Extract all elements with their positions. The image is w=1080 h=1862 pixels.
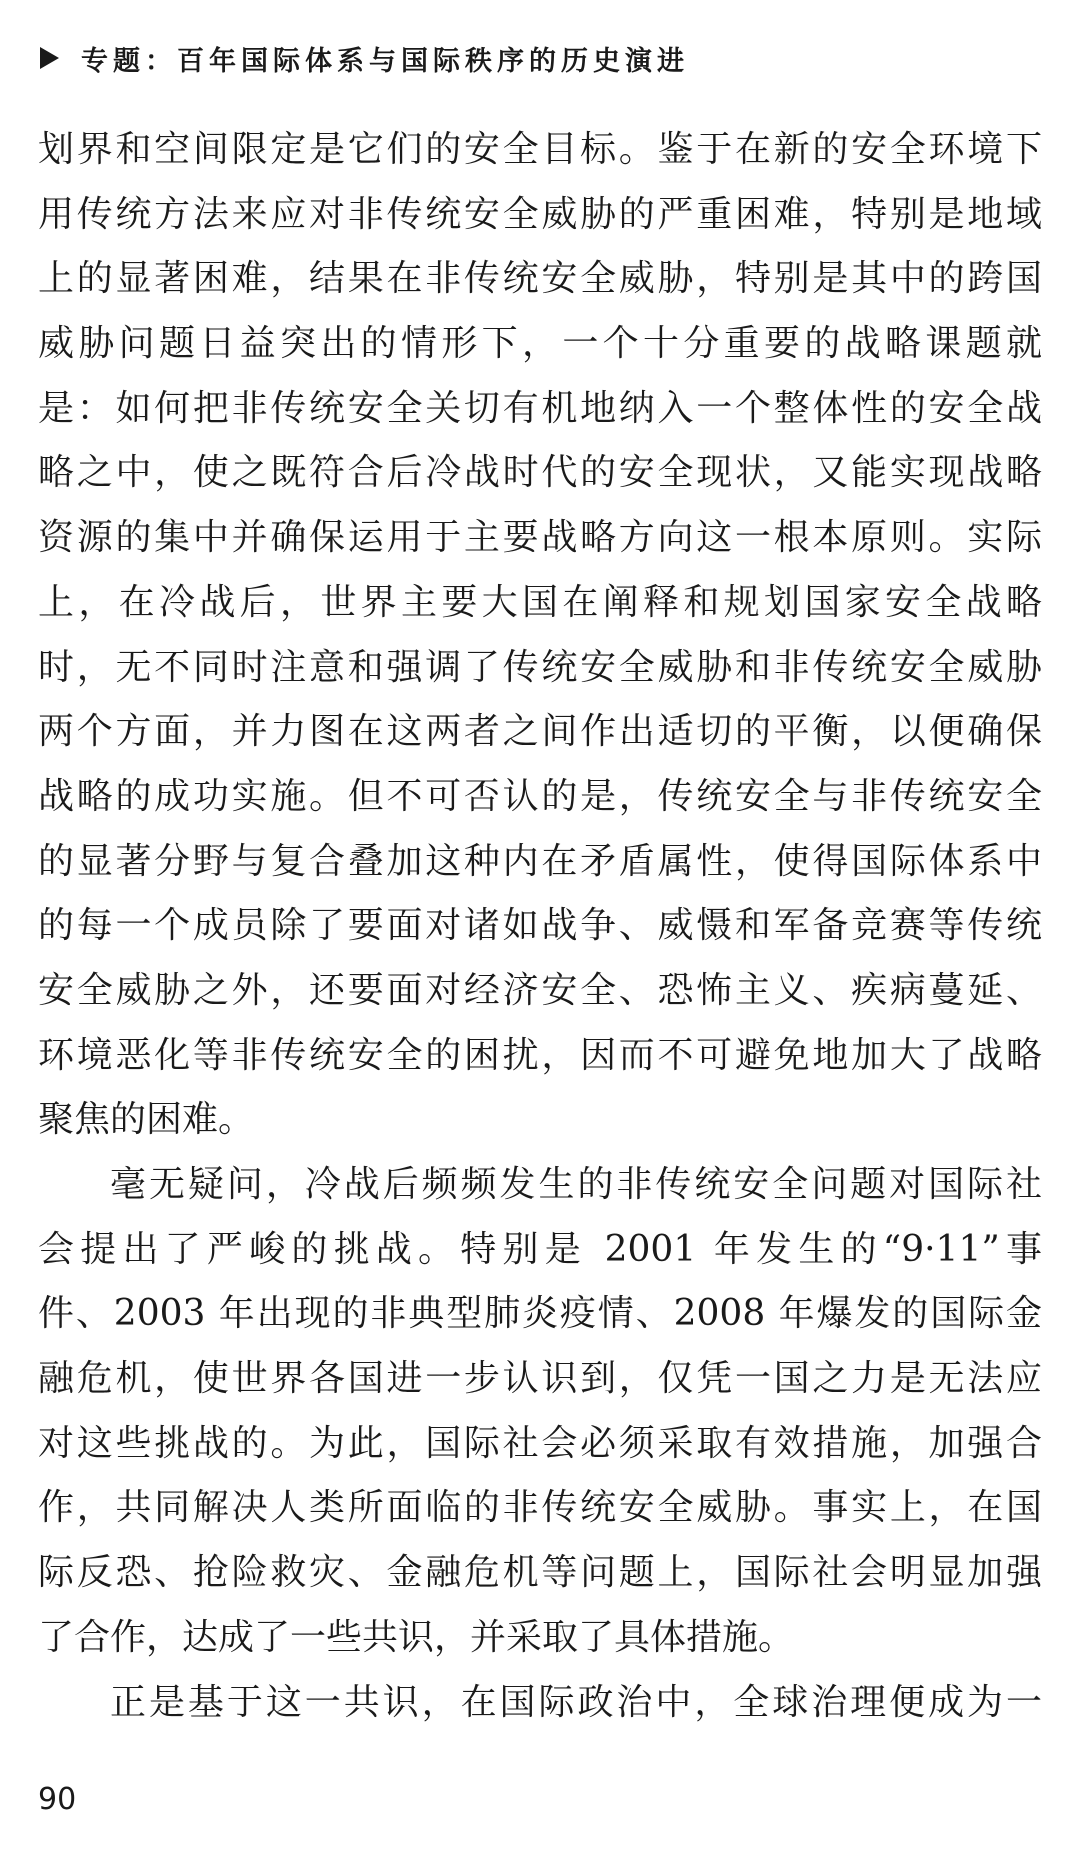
- text-line: 资源的集中并确保运用于主要战略方向这一根本原则。实际: [38, 517, 1042, 559]
- body-text: [38, 118, 1042, 1735]
- page-number: 90: [38, 1782, 77, 1817]
- text-line: 安全威胁之外，还要面对经济安全、恐怖主义、疾病蔓延、: [38, 969, 1042, 1011]
- text-line: 融危机，使世界各国进一步认识到，仅凭一国之力是无法应: [38, 1358, 1042, 1400]
- text-line: 会提出了严峻的挑战。特别是 2001 年发生的“9·11”事: [38, 1228, 1042, 1270]
- text-line: 上，在冷战后，世界主要大国在阐释和规划国家安全战略: [38, 581, 1042, 623]
- text-line: 略之中，使之既符合后冷战时代的安全现状，又能实现战略: [38, 452, 1042, 494]
- text-line: 划界和空间限定是它们的安全目标。鉴于在新的安全环境下: [38, 129, 1042, 170]
- text-line: 聚焦的困难。: [38, 1099, 255, 1141]
- text-line: 对这些挑战的。为此，国际社会必须采取有效措施，加强合: [38, 1422, 1042, 1464]
- text-line: 是：如何把非传统安全关切有机地纳入一个整体性的安全战: [38, 387, 1042, 429]
- text-line: 战略的成功实施。但不可否认的是，传统安全与非传统安全: [38, 775, 1042, 817]
- text-line: 件、2003 年出现的非典型肺炎疫情、2008 年爆发的国际金: [38, 1293, 1042, 1335]
- triangle-marker-icon: [40, 47, 59, 69]
- running-header-title: 专题：百年国际体系与国际秩序的历史演进: [81, 45, 689, 77]
- running-header: [40, 36, 689, 80]
- text-line: 环境恶化等非传统安全的困扰，因而不可避免地加大了战略: [38, 1034, 1042, 1076]
- text-line: 了合作，达成了一些共识，并采取了具体措施。: [38, 1616, 795, 1658]
- text-line: 威胁问题日益突出的情形下，一个十分重要的战略课题就: [38, 323, 1042, 365]
- text-line: 作，共同解决人类所面临的非传统安全威胁。事实上，在国: [38, 1487, 1042, 1529]
- text-line: 际反恐、抢险救灾、金融危机等问题上，国际社会明显加强: [38, 1552, 1042, 1594]
- text-line: 用传统方法来应对非传统安全威胁的严重困难，特别是地域: [38, 193, 1042, 235]
- text-line: 两个方面，并力图在这两者之间作出适切的平衡，以便确保: [38, 711, 1042, 753]
- text-line: 毫无疑问，冷战后频频发生的非传统安全问题对国际社: [110, 1164, 1042, 1205]
- text-line: 的每一个成员除了要面对诸如战争、威慑和军备竞赛等传统: [38, 905, 1042, 947]
- text-line: 的显著分野与复合叠加这种内在矛盾属性，使得国际体系中: [38, 840, 1042, 882]
- text-line: 时，无不同时注意和强调了传统安全威胁和非传统安全威胁: [38, 646, 1042, 688]
- text-line: 正是基于这一共识，在国际政治中，全球治理便成为一: [110, 1681, 1042, 1723]
- text-line: 上的显著困难，结果在非传统安全威胁，特别是其中的跨国: [38, 258, 1042, 300]
